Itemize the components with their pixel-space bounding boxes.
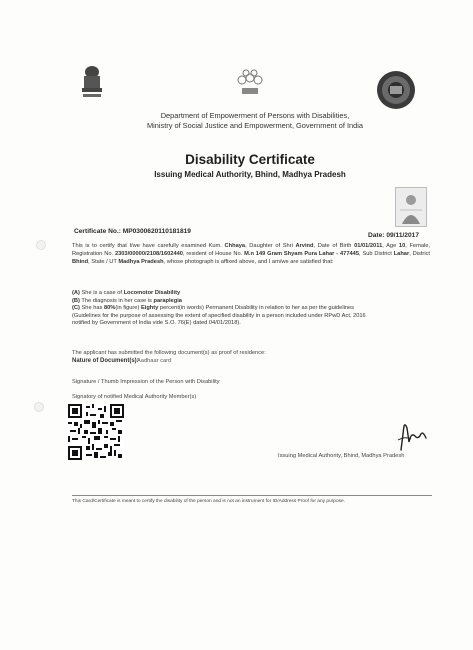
date-of-birth: 01/01/2011 xyxy=(354,243,383,249)
finding-text: (in figure) xyxy=(115,305,141,312)
department-heading xyxy=(110,111,400,131)
applicant-name: Chhaya xyxy=(224,243,246,249)
qr-code xyxy=(68,404,124,460)
finding-label: (B) xyxy=(72,297,80,304)
issuing-authority-footer: Issuing Medical Authority, Bhind, Madhya Pradesh xyxy=(278,453,405,459)
finding-label: (C) xyxy=(72,305,80,312)
body-text-segment: , Female, Registration No. xyxy=(72,243,430,258)
applicant-photo xyxy=(395,187,427,227)
body-text-segment: , resident of House No. xyxy=(182,251,245,258)
certificate-number-value: MP0300620110181819 xyxy=(122,228,191,235)
department-line-1: Department of Empowerment of Persons with Disabilities, xyxy=(160,111,350,120)
body-text-segment: , Date of Birth xyxy=(313,243,355,249)
finding-text: The diagnosis in her case is xyxy=(81,297,154,304)
disclaimer-note: This Card/Certificate is meant to certify the disability of the person and is not an instrument for ID/Address Proof for any purpose. xyxy=(72,499,346,504)
body-text-segment: This is to certify that I/we have carefully examined Kum. xyxy=(72,243,225,249)
father-name: Arvind xyxy=(295,243,314,249)
certificate-number xyxy=(74,228,191,235)
body-text-segment: , State / UT xyxy=(88,259,119,266)
national-emblem-icon xyxy=(78,64,106,102)
guideline-line-3: notified by Government of India vide S.O. 76(E) dated 04/01/2018). xyxy=(72,320,241,327)
certificate-subtitle: Issuing Medical Authority, Bhind, Madhya Pradesh xyxy=(154,170,346,179)
finding-text: She has xyxy=(81,305,104,312)
certificate-number-label: Certificate No.: xyxy=(74,228,121,235)
finding-c xyxy=(72,305,432,313)
finding-b xyxy=(72,298,432,306)
body-text-segment: , whose photograph is affixed above, and I am/we are satisfied that: xyxy=(163,259,334,266)
registration-number: 2303/00000/2108/1602440 xyxy=(114,251,183,258)
nature-value: Aadhaar card xyxy=(137,358,172,364)
body-text-segment: , Sub District xyxy=(359,251,394,258)
authority-signatory-label: Signatory of notified Medical Authority Member(s) xyxy=(72,394,197,400)
footer-divider xyxy=(72,495,432,496)
documents-submitted-text: The applicant has submitted the following document(s) as proof of residence: xyxy=(72,350,266,356)
disability-percent: 80% xyxy=(103,305,116,312)
state: Madhya Pradesh xyxy=(118,259,164,266)
body-text-segment: , District xyxy=(409,251,431,258)
sub-district: Lahar xyxy=(393,251,410,258)
age-value: 10 xyxy=(398,243,406,249)
thumb-signature-label: Signature / Thumb Impression of the Person with Disability xyxy=(72,379,220,385)
finding-text: percent(in words) Permanent Disability in relation to her as per the guidelines xyxy=(158,305,355,312)
handwritten-signature xyxy=(395,422,429,452)
body-text-segment: , Daughter of Shri xyxy=(245,243,296,249)
district: Bhind xyxy=(72,259,89,266)
date-value: 09/11/2017 xyxy=(386,232,419,239)
diagnosis: paraplegia xyxy=(153,297,182,304)
certificate-date xyxy=(368,232,419,239)
nature-label: Nature of Document(s): xyxy=(72,358,139,364)
nature-of-documents xyxy=(72,358,172,364)
disability-percent-words: Eighty xyxy=(140,305,159,312)
house-address: M.n 149 Gram Shyam Pura Lahar - 477445 xyxy=(244,251,359,258)
certification-paragraph xyxy=(72,242,430,267)
date-label: Date: xyxy=(368,232,385,239)
finding-label: (A) xyxy=(72,290,80,296)
punch-hole-top xyxy=(36,240,46,250)
guideline-line-2: (Guidelines for the purpose of assessing the extent of specified disability in a person included under RPwD Act, 2016 xyxy=(72,312,366,319)
punch-hole-bottom xyxy=(34,402,44,412)
disability-type: Locomotor Disability xyxy=(123,290,181,296)
body-text-segment: , Age xyxy=(382,243,399,249)
findings-list xyxy=(72,290,432,328)
finding-text: She is a case of xyxy=(81,290,124,296)
department-line-2: Ministry of Social Justice and Empowerment, Government of India xyxy=(146,121,364,130)
person-photo-icon xyxy=(396,188,426,226)
department-logo-icon xyxy=(232,68,268,96)
state-seal-icon xyxy=(376,70,416,110)
certificate-title: Disability Certificate xyxy=(185,152,315,167)
finding-a xyxy=(72,290,432,298)
